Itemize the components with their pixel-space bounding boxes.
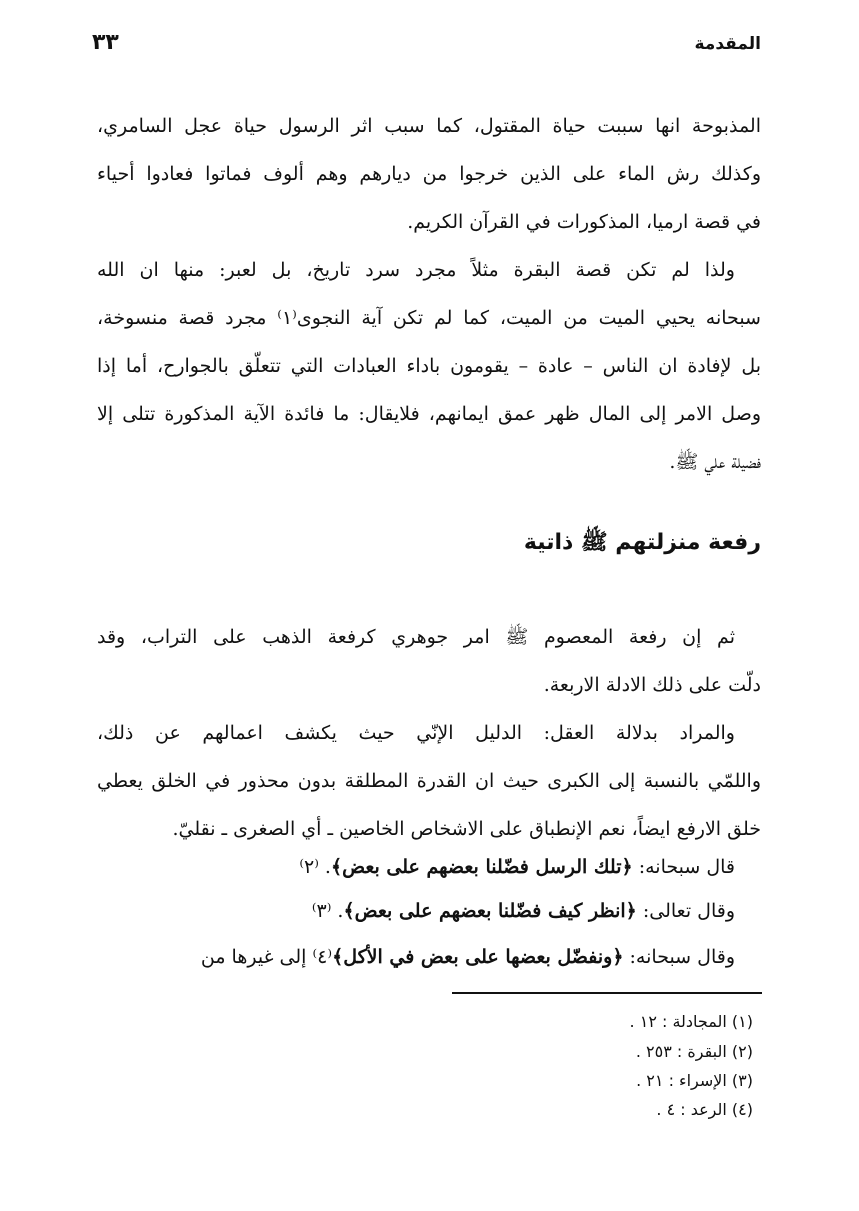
section-heading: رفعة منزلتهم ﷺ ذاتية [523, 530, 761, 555]
paragraph-line: وكذلك رش الماء على الذين خرجوا من ديارهم وهم ألوف فماتوا فعادوا أحياء [97, 163, 761, 185]
quote-intro: وقال تعالى: [636, 900, 735, 922]
paragraph-line: والمراد بدلالة العقل: الدليل الإنّي حيث يكشف اعمالهم عن ذلك، [97, 722, 735, 744]
paragraph-line: فضيلة علي ﷺ. [669, 451, 761, 473]
paragraph-line: سبحانه يحيي الميت من الميت، كما لم تكن آية النجوى⁽١⁾ مجرد قصة منسوخة، [97, 307, 761, 329]
footnote: (٣) الإسراء : ٢١ . [636, 1071, 753, 1090]
page-number: ٣٣ [92, 30, 119, 55]
quote-intro: وقال سبحانه: [623, 946, 735, 968]
footnote: (٤) الرعد : ٤ . [656, 1100, 753, 1119]
footnote: (٢) البقرة : ٢٥٣ . [635, 1042, 753, 1061]
paragraph-line: المذبوحة انها سببت حياة المقتول، كما سبب اثر الرسول حياة عجل السامري، [97, 115, 761, 137]
quote-line [97, 852, 761, 882]
paragraph-line: دلّت على ذلك الادلة الاربعة. [543, 674, 761, 696]
quote-line [97, 942, 761, 972]
paragraph-line: وصل الامر إلى المال ظهر عمق ايمانهم، فلايقال: ما فائدة الآية المذكورة تتلى إلا [97, 403, 761, 425]
paragraph-line: ثم إن رفعة المعصوم ﷺ امر جوهري كرفعة الذهب على التراب، وقد [97, 626, 735, 648]
footnote: (١) المجادلة : ١٢ . [629, 1012, 753, 1031]
quote-tail: ⁽٤⁾ إلى غيرها من [200, 946, 333, 968]
quote-intro: قال سبحانه: [632, 856, 735, 878]
running-header-title: المقدمة [694, 34, 761, 54]
paragraph-line: في قصة ارميا، المذكورات في القرآن الكريم. [407, 211, 761, 233]
paragraph-line: بل لإفادة ان الناس – عادة – يقومون باداء العبادات التي تتعلّق بالجوارح، أما إذا [97, 355, 761, 377]
quran-verse: ﴿تلك الرسل فضّلنا بعضهم على بعض﴾ [330, 856, 633, 878]
quote-tail: . ⁽٢⁾ [299, 856, 331, 878]
paragraph-line: خلق الارفع ايضاً، نعم الإنطباق على الاشخاص الخاصين ـ أي الصغرى ـ نقليّ. [172, 818, 761, 840]
quran-verse: ﴿انظر كيف فضّلنا بعضهم على بعض﴾ [343, 900, 637, 922]
quran-verse: ﴿ونفضّل بعضها على بعض في الأكل﴾ [332, 946, 624, 968]
quote-tail: . ⁽٣⁾ [311, 900, 344, 922]
footnote-separator [452, 992, 762, 994]
quote-line [97, 896, 761, 926]
paragraph-line: ولذا لم تكن قصة البقرة مثلاً مجرد سرد تاريخ، بل لعبر: منها ان الله [97, 259, 735, 281]
paragraph-line: واللمّي بالنسبة إلى الكبرى حيث ان القدرة المطلقة بدون محذور في الخلق يعطي [97, 770, 761, 792]
